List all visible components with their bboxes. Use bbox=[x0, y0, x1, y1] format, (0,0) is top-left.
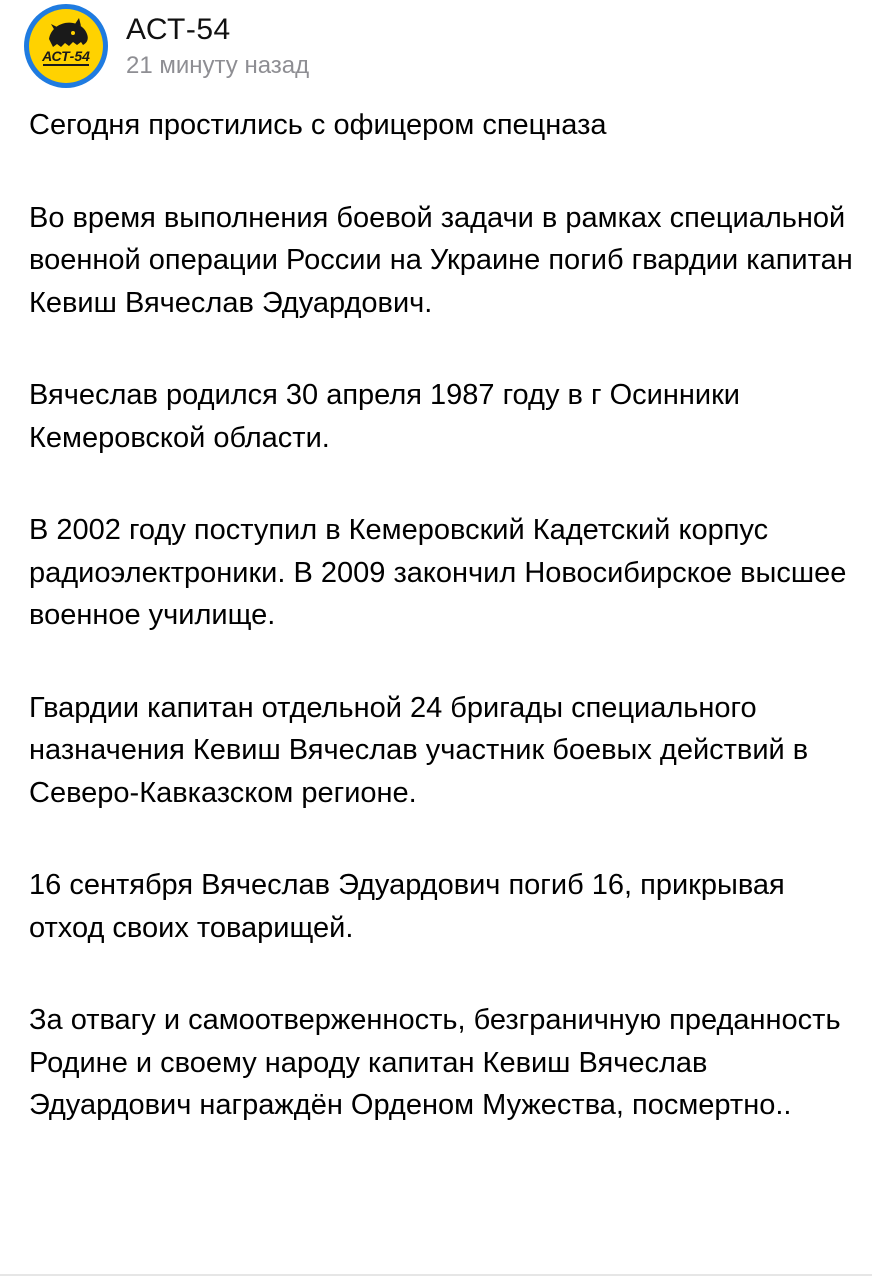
post-body bbox=[29, 104, 859, 1127]
post-paragraph-4: В 2002 году поступил в Кемеровский Кадетский корпус радиоэлектроники. В 2009 закончил Новосибирское высшее военное училище. bbox=[29, 514, 847, 631]
post-paragraph-2: Во время выполнения боевой задачи в рамках специальной военной операции России на Украине погиб гвардии капитан Кевиш Вячеслав Эдуардович. bbox=[29, 201, 853, 319]
post-paragraph-7: За отвагу и самоотверженность, безграничную преданность Родине и своему народу капитан Кевиш Вячеслав Эдуардович награждён Орденом Мужества, посмертно.. bbox=[29, 1004, 841, 1121]
post-paragraph-1: Сегодня простились с офицером спецназа bbox=[29, 109, 607, 141]
channel-name[interactable]: АСТ-54 bbox=[126, 13, 231, 46]
post-timestamp: 21 минуту назад bbox=[126, 52, 310, 79]
post-paragraph-5: Гвардии капитан отдельной 24 бригады специального назначения Кевиш Вячеслав участник боевых действий в Северо-Кавказском регионе. bbox=[29, 691, 809, 809]
bottom-divider bbox=[0, 1274, 872, 1276]
tiger-logo-icon bbox=[29, 9, 103, 83]
avatar-logo bbox=[29, 9, 103, 83]
post-paragraph-3: Вячеслав родился 30 апреля 1987 году в г Осинники Кемеровской области. bbox=[29, 379, 740, 454]
post-header bbox=[24, 4, 844, 84]
channel-avatar[interactable] bbox=[24, 4, 108, 88]
avatar-wordmark: АСТ-54 bbox=[42, 48, 90, 64]
post-paragraph-6: 16 сентября Вячеслав Эдуардович погиб 16, прикрывая отход своих товарищей. bbox=[29, 869, 785, 944]
